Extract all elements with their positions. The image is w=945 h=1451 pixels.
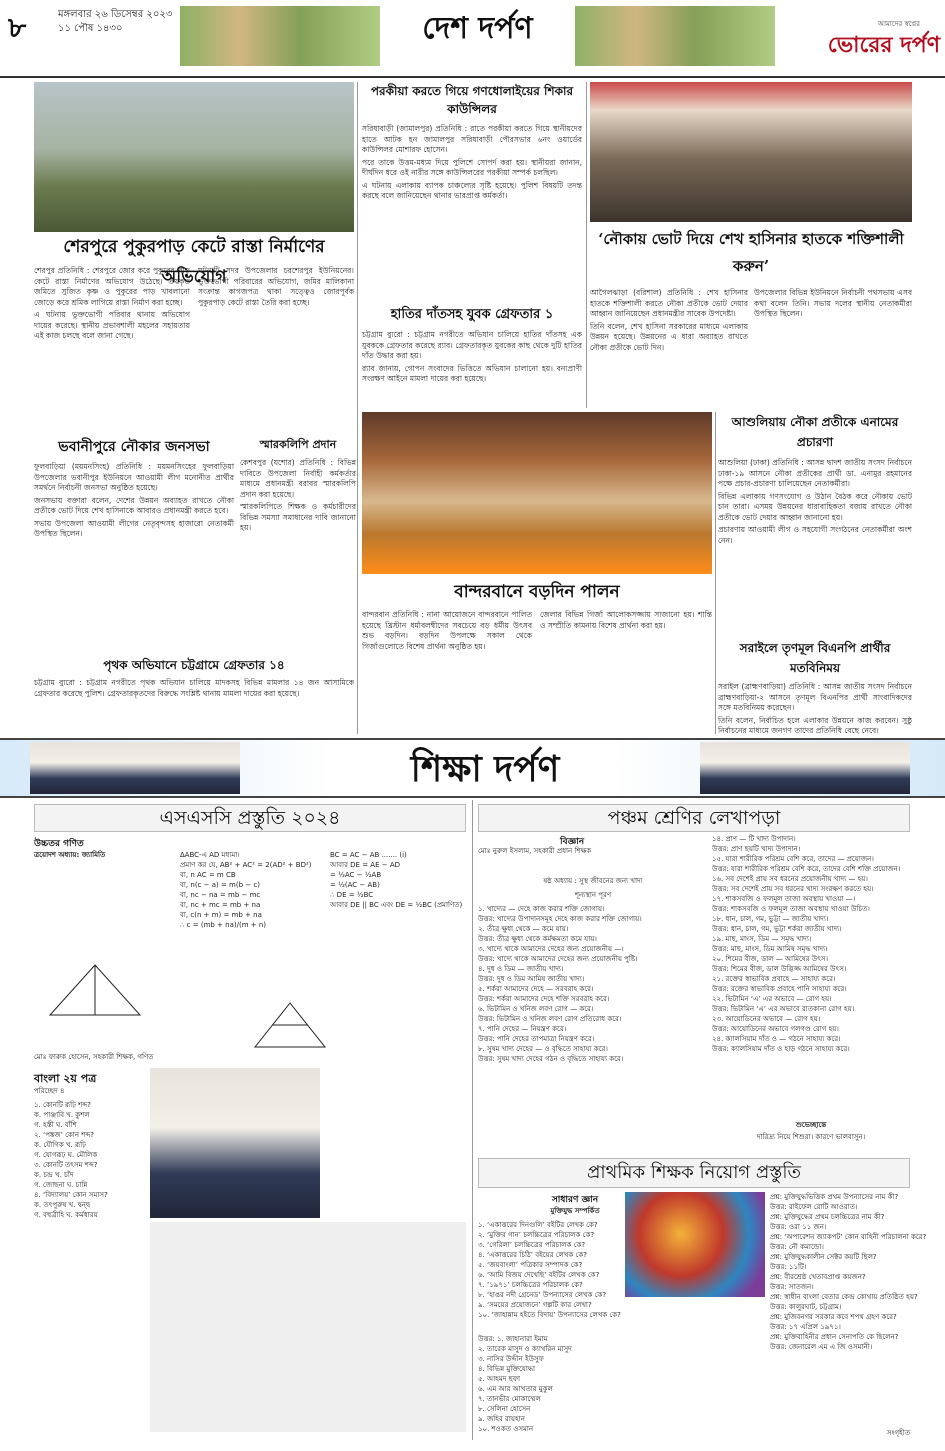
ashulia-paragraph: আশুলিয়া (ঢাকা) প্রতিনিধি : আসন্ন দ্বাদশ জাতীয় সংসদ নির্বাচনে ঢাকা-১৯ আসনে নৌকা প্রতীকের প্রার্থী ডা. এনামুর রহমানের পক্ষে প্রচার-প্রচারণা চালিয়েছেন নেতাকর্মীরা। [718,458,912,488]
class5-footer-head: শুভেচ্ছান্তে [795,1121,827,1129]
porokiya-body [362,124,582,299]
class5-question: উত্তর: তীব্র ক্ষুধা থেকে কর্মক্ষমতা কমে যায়। [478,935,597,943]
primary-question: ৬. ‘আমি বিজয় দেখেছি’ বইটির লেখক কে? [478,1271,600,1279]
class5-question: উত্তর: শাকসবজি ও ফলমূল তাজা অবস্থায় খাওয়া উচিত। [712,905,870,913]
class5-question: উত্তর: পানি দেহের তাপমাত্রা নিয়ন্ত্রণ করে। [478,1035,595,1043]
ssc-line: = ½(AC − AB) [330,881,380,889]
class5-question: উত্তর: ক্যালসিয়াম দাঁত ও হাড় গঠনে সাহায্য করে। [712,1045,850,1053]
ssc-triangle-diagram-2 [250,1000,330,1050]
bangla-question-grid [150,1222,466,1432]
education-banner-title: শিক্ষা দর্পণ [410,748,560,790]
class5-question: ৬. ভিটামিন ও খনিজ লবণ রোগ — করে। [478,1005,594,1013]
class5-question: ৮. সুষম খাদ্য দেহের — ও বৃদ্ধিতে সাহায্য করে। [478,1045,608,1053]
primary-right-question: প্রশ্ন: মুক্তিযুদ্ধকালীন সেক্টর কয়টি ছিল? [770,1253,877,1261]
primary-answer: ৫. আহমদ ছফা [478,1375,521,1383]
nouka-headline: ‘নৌকায় ভোট দিয়ে শেখ হাসিনার হাতকে শক্তিশালী করুন’ [598,230,904,275]
nouka-paragraph: আগৈলঝাড়া (বরিশাল) প্রতিনিধি : শেখ হাসিনার হাতকে শক্তিশালী করতে নৌকা প্রতীকে ভোট দেয়ার আহ্বান জানিয়েছেন প্রধানমন্ত্রীর সাবেক উপদেষ্টা। [590,288,748,318]
hatir-body [362,330,582,410]
sherpur-photo [34,82,354,232]
students-reading-photo [150,1068,320,1218]
bangla-question: ৪. ‘বিদ্যালয়’ কোন সমাস? [34,1191,108,1199]
porokiya-paragraph: সরিষাবাড়ী (জামালপুর) প্রতিনিধি : রাতে পরকীয়া করতে গিয়ে স্থানীয়দের হাতে আটক হন জামালপুর সরিষাবাড়ী পৌরসভার ৬নং ওয়ার্ডের কাউন্সিলর মোশারফ হোসেন। [362,124,582,154]
ssc-line: ∆ABC-এ AD মধ্যমা। [180,851,240,859]
primary-answer: ৮. সেলিনা হোসেন [478,1405,531,1413]
bangla-questions-right [325,1070,465,1220]
primary-subhead: সাধারণ জ্ঞান [551,1195,599,1205]
nouka-body-col1 [590,288,748,406]
ssc-line: = ½AC − ½AB [330,871,382,879]
bhobanipur-body [34,462,234,652]
class5-question: ১. খাদ্যের — দেহে কাজ করার শক্তি জোগায়। [478,905,605,913]
class5-question: ২৩. আয়োডিনের অভাবে — রোগ হয়। [712,1015,821,1023]
primary-question: ১. ‘একাত্তরের দিনগুলি’ বইটির লেখক কে? [478,1221,598,1229]
education-column-divider [472,800,473,1440]
brand-logo: ভোরের দর্পণ [827,32,940,58]
sherpur-paragraph: এ ঘটনায় ভুক্তভোগী পরিবার থানায় অভিযোগ দায়ের করেছে। স্থানীয় প্রভাবশালী মহলের সহায়তায় এই কাজ চলছে বলে জানা গেছে। [34,310,190,340]
bangla-question: ক. যৌগিক খ. রূঢ়ি [34,1141,86,1149]
porokiya-paragraph: পরে তাকে উত্তম-মধ্যম দিয়ে পুলিশে সোপর্দ করা হয়। স্থানীয়রা জানান, দীর্ঘদিন ধরে ওই নারীর সঙ্গে কাউন্সিলরের পরকীয়া সম্পর্ক চলছিল। [362,157,582,177]
class5-question: উত্তর: শিমের বীজ, ডাল উদ্ভিজ্জ আমিষের উৎস। [712,965,847,973]
ssc-subject: উচ্চতর গণিত [34,839,84,849]
class5-question: ৫. শর্করা আমাদের দেহে — সরবরাহ করে। [478,985,594,993]
class5-questions-left [478,904,708,1154]
bandarban-body-col2 [540,610,712,730]
date-gregorian: মঙ্গলবার ২৬ ডিসেম্বর ২০২৩ [58,9,173,20]
bandarban-paragraph: জেলার বিভিন্ন গির্জা আলোকসজ্জায় সাজানো হয়। শান্তি ও সম্প্রীতি কামনায় বিশেষ প্রার্থনা করা হয়। [540,610,712,630]
class5-question: উত্তর: আয়োডিনের অভাবে গলগণ্ড রোগ হয়। [712,1025,839,1033]
porokiya-headline: পরকীয়া করতে গিয়ে গণধোলাইয়ের শিকার কাউন্সিলর [370,84,574,116]
class5-question: উত্তর: খাদ্যের উপাদানসমূহ দেহে কাজ করার শক্তি জোগায়। [478,915,642,923]
smarok-headline: স্মারকলিপি প্রদান [259,438,337,451]
class5-section: শূন্যস্থান পূরণ [574,891,612,899]
smarok-body [240,458,356,582]
nouka-rally-photo [590,82,912,222]
bhobanipur-paragraph: জনসভায় বক্তারা বলেন, দেশের উন্নয়ন অব্যাহত রাখতে নৌকা প্রতীকে ভোট দিয়ে শেখ হাসিনাকে আবারও প্রধানমন্ত্রী করতে হবে। [34,495,234,515]
ssc-line: BC = AC − AB ....... (i) [330,851,407,859]
bangla-question: ৩. কোনটি তৎসম শব্দ? [34,1161,98,1169]
smarok-paragraph: কেশবপুর (যশোর) প্রতিনিধি : বিভিন্ন দাবিতে উপজেলা নির্বাহী কর্মকর্তার মাধ্যমে প্রধানমন্ত্রী বরাবর স্মারকলিপি প্রদান করা হয়েছে। [240,458,356,499]
primary-answers [478,1334,618,1434]
nouka-body-col2 [754,288,912,406]
smarok-paragraph: স্মারকলিপিতে শিক্ষক ও কর্মচারীদের বিভিন্ন সমস্যা সমাধানের দাবি জানানো হয়। [240,502,356,532]
hatir-paragraph: র‍্যাব জানায়, গোপন সংবাদের ভিত্তিতে অভিযান চালানো হয়। বন্যপ্রাণী সংরক্ষণ আইনে মামলা দায়ের করা হয়েছে। [362,363,582,383]
class5-question: ১৪. প্রাণ — টি খাদ্য উপাদান। [712,835,796,843]
primary-right-question: উত্তর: সাতজন। [770,1283,814,1291]
brand-tagline: আমাদের স্বপ্নের [877,20,920,28]
nouka-paragraph: উপজেলার বিভিন্ন ইউনিয়নে নির্বাচনী পথসভায় এসব কথা বলেন তিনি। সভায় দলের স্থানীয় নেতাকর্মীরা উপস্থিত ছিলেন। [754,288,912,318]
primary-right-question: উত্তর: কালুরঘাট, চট্টগ্রাম। [770,1303,842,1311]
ssc-solution-col2 [330,850,466,1050]
primary-question: ৩. ‘গেরিলা’ চলচ্চিত্রের পরিচালক কে? [478,1241,586,1249]
primary-right-question: উত্তর: ১৭ এপ্রিল ১৯৭১। [770,1323,841,1331]
primary-answer: ২. তারেক মাসুদ ও ক্যাথরিন মাসুদ [478,1345,572,1353]
primary-questions [478,1220,621,1330]
ssc-author: মোঃ ফারুক হোসেন, সহকারী শিক্ষক, গণিত [34,1053,154,1061]
bhobanipur-paragraph: ফুলবাড়িয়া (ময়মনসিংহ) প্রতিনিধি : ময়মনসিংহের ফুলবাড়িয়া উপজেলার ভবানীপুর ইউনিয়নে আওয়ামী লীগ মনোনীত প্রার্থীর সমর্থনে নির্বাচনী জনসভা অনুষ্ঠিত হয়েছে। [34,462,234,492]
class5-question: উত্তর: মাছ, মাংস, ডিম আমিষ সমৃদ্ধ খাদ্য। [712,945,828,953]
primary-answer: ৪. বিভিন্ন মুক্তিযোদ্ধা [478,1365,536,1373]
class5-question: উত্তর: ধান, চাল, গম, ভুট্টা শর্করা জাতীয় খাদ্য। [712,925,842,933]
primary-right-question: প্রশ্ন: মুক্তিযুদ্ধভিত্তিক প্রথম উপন্যাসের নাম কী? [770,1193,899,1201]
hatir-headline: হাতির দাঁতসহ যুবক গ্রেফতার ১ [390,307,554,322]
bhobanipur-headline: ভবানীপুরে নৌকার জনসভা [58,439,210,455]
primary-right-question: প্রশ্ন: স্বাধীন বাংলা বেতার কেন্দ্র কোথায় প্রতিষ্ঠিত হয়? [770,1293,918,1301]
class5-section-head: পঞ্চম শ্রেণির লেখাপড়া [478,804,910,832]
header-photo-strip-right [575,6,775,66]
bangla-question: গ. যোগরূঢ় ঘ. মৌলিক [34,1151,98,1159]
christmas-nativity-photo [362,412,712,574]
class5-question: ৪. দুধ ও ডিম — জাতীয় খাদ্য। [478,965,564,973]
banner-students-photo-right [700,742,910,794]
primary-answer: ৯. জহির রায়হান [478,1415,525,1423]
sarail-headline: সরাইলে তৃণমূল বিএনপি প্রার্থীর মতবিনিময় [739,641,891,675]
ssc-line: আবার DE || BC এবং DE = ½BC (প্রমাণিত) [330,901,463,909]
primary-topic: মুক্তিযুদ্ধ সম্পর্কিত [550,1207,600,1215]
class5-question: ২. তীব্র ক্ষুধা থেকে — কমে যায়। [478,925,569,933]
ashulia-body [718,458,912,634]
bangla-question: গ. জোছনা ঘ. চান্নি [34,1181,88,1189]
primary-question: ৭. ‘১৯৭১’ চলচ্চিত্রের পরিচালক কে? [478,1281,583,1289]
sarail-paragraph: সরাইল (ব্রাহ্মণবাড়িয়া) প্রতিনিধি : আসন্ন জাতীয় সংসদ নির্বাচনে ব্রাহ্মণবাড়িয়া-২ আসনে তৃণমূল বিএনপির প্রার্থী সাংবাদিকদের সঙ্গে মতবিনিময় করেছেন। [718,682,912,712]
primary-right-questions [770,1192,927,1422]
class5-questions-right [712,834,910,1114]
class5-question: উত্তর: সব দেশেই প্রায় সব ধরনের খাদ্য সংরক্ষণ করতে হয়। [712,885,874,893]
primary-question: ৫. ‘জয়বাংলা’ পত্রিকার সম্পাদক কে? [478,1261,583,1269]
primary-question: ৯. ‘সময়ের প্রয়োজনে’ গল্পটি কার লেখা? [478,1301,592,1309]
ssc-chapter: ত্রয়োদশ অধ্যায়: জ্যামিতি [34,851,106,859]
class5-question: ১৭. শাকসবজি ও ফলমূল তাজা অবস্থায় খাওয়া —। [712,895,856,903]
sherpur-body-col2 [198,266,354,431]
ssc-line: ∴ c = (mb + na)/(m + n) [180,921,266,929]
bhobanipur-paragraph: সভায় উপজেলা আওয়ামী লীগের নেতৃবৃন্দসহ হাজারো নেতাকর্মী উপস্থিত ছিলেন। [34,518,234,538]
hatir-paragraph: চট্টগ্রাম ব্যুরো : চট্টগ্রাম নগরীতে অভিযান চালিয়ে হাতির দাঁতসহ এক যুবককে গ্রেফতার করেছে র‍্যাব। গ্রেফতারকৃত যুবকের কাছ থেকে দুটি হাতির দাঁত উদ্ধার করা হয়। [362,330,582,360]
bangla-question: ২. ‘পঙ্কজ’ কোন শব্দ? [34,1131,95,1139]
sarail-paragraph: তিনি বলেন, নির্বাচিত হলে এলাকার উন্নয়নে কাজ করবেন। সুষ্ঠু নির্বাচনের মাধ্যমে জনগণ তাদের প্রতিনিধি বেছে নেবে। [718,715,912,735]
class5-footer: দারিদ্র্য নিয়ে শিশুরা। কারণে ভালবাসুন। [756,1133,866,1141]
primary-answer: ৬. এম আর আখতার মুকুল [478,1385,553,1393]
primary-right-question: উত্তর: ওরা ১১ জন। [770,1223,827,1231]
class5-question: ২৪. ক্যালসিয়াম দাঁত ও — গঠনে সাহায্য করে। [712,1035,841,1043]
primary-sign: সংগৃহীত [886,1429,910,1437]
date-bengali: ১১ পৌষ ১৪৩০ [58,23,123,34]
sherpur-body-col1 [34,266,190,431]
class5-question: উত্তর: যারা শারীরিক পরিশ্রম বেশি করে, তাদের বেশি শক্তি প্রয়োজন। [712,865,901,873]
primary-right-question: উত্তর: রাইফেল রোটি আওরাত। [770,1203,858,1211]
page-number: ৮ [8,11,27,44]
primary-question: ১০. ‘জাহান্নাম হইতে বিদায়’ উপন্যাসের লেখক কে? [478,1311,621,1319]
ashulia-paragraph: প্রচারণায় আওয়ামী লীগ ও সহযোগী সংগঠনের নেতাকর্মীরা অংশ নেন। [718,525,912,545]
bangla-question: ক. তৎপুরুষ খ. দ্বন্দ্ব [34,1201,91,1209]
prothok-paragraph: চট্টগ্রাম ব্যুরো : চট্টগ্রাম নগরীতে পৃথক অভিযান চালিয়ে মাদকসহ বিভিন্ন মামলার ১৪ জন আসামিকে গ্রেফতার করেছে পুলিশ। গ্রেফতারকৃতদের বিরুদ্ধে সংশ্লিষ্ট থানায় মামলা দায়ের করা হয়েছে। [34,678,354,698]
primary-right-question: উত্তর: জেনারেল এম এ জি ওসমানী। [770,1343,873,1351]
class5-question: ১৬. সব দেশেই প্রায় সব ধরনের প্রয়োজনীয় খাদ্য — হয়। [712,875,868,883]
primary-section-head: প্রাথমিক শিক্ষক নিয়োগ প্রস্তুতি [478,1158,910,1188]
primary-right-question: প্রশ্ন: মুক্তিবাহিনীর প্রধান সেনাপতি কে ছিলেন? [770,1333,899,1341]
primary-right-question: উত্তর: ১১টি। [770,1263,807,1271]
column-divider [586,82,587,408]
class5-question: উত্তর: প্রাণ ছয়টি খাদ্য উপাদান। [712,845,801,853]
class5-question: উত্তর: শর্করা আমাদের দেহে শক্তি সরবরাহ করে। [478,995,610,1003]
bandarban-headline: বান্দরবানে বড়দিন পালন [454,582,620,602]
class5-question: উত্তর: রক্তের স্বাভাবিক প্রবাহে পানি সাহায্য করে। [712,985,847,993]
sherpur-headline: শেরপুরে পুকুরপাড় কেটে রাস্তা নির্মাণের অভিযোগ [63,237,325,287]
primary-middle-text [625,1300,765,1434]
class5-question: ১৮. ধান, চাল, গম, ভুট্টা — জাতীয় খাদ্য। [712,915,829,923]
section-title: দেশ দর্পণ [422,11,533,46]
ssc-line: প্রমাণ কর যে, AB² + AC² = 2(AD² + BD²) [180,861,312,869]
prothok-headline: পৃথক অভিযানে চট্টগ্রামে গ্রেফতার ১৪ [103,658,285,672]
banner-students-photo-left [30,742,240,794]
class5-question: ২০. শিমের বীজ, ডাল — আমিষের উৎস। [712,955,829,963]
porokiya-paragraph: এ ঘটনায় এলাকায় ব্যাপক চাঞ্চল্যের সৃষ্টি হয়েছে। পুলিশ বিষয়টি তদন্ত করছে বলে জানিয়েছেন থানার ভারপ্রাপ্ত কর্মকর্তা। [362,180,582,200]
class5-question: ১৫. যারা শারীরিক পরিশ্রম বেশি করে, তাদের — প্রয়োজন। [712,855,874,863]
primary-right-question: উত্তর: নৌ কমান্ডো। [770,1243,824,1251]
sherpur-paragraph: শেরপুর প্রতিনিধি : শেরপুরে জোর করে পুকুরের পাড় কেটে রাস্তা নির্মাণের অভিযোগ উঠেছে। ক্রয়কৃত জমিতে সুজিত কৃষ্ণ ও পুকুরের পাড় খাবলানো জোড়ে করে শ্রমিক লাগিয়ে রাস্তা নির্মাণ করা হচ্ছে। [34,266,190,307]
bangla-questions [34,1100,144,1430]
class5-question: উত্তর: ভিটামিন ‘এ’ এর অভাবে রাতকানা রোগ হয়। [712,1005,855,1013]
class5-question: ২২. ভিটামিন ‘এ’ এর অভাবে — রোগ হয়। [712,995,832,1003]
bangla-question: গ. হস্তী ঘ. বাঁশি [34,1121,77,1129]
date-block [58,8,172,36]
sherpur-paragraph: ঘটনাটি সদর উপজেলার চরশেরপুর ইউনিয়নের। ভুক্তভোগী পরিবারের অভিযোগ, জমির মালিকানা সংক্রান্ত কাগজপত্র থাকা সত্ত্বেও জোরপূর্বক পুকুরপাড় কেটে রাস্তা তৈরি করা হচ্ছে। [198,266,354,307]
ssc-triangle-diagram [40,960,150,1020]
bangla-question: গ. বহুব্রীহি ঘ. কর্মধারয় [34,1211,98,1219]
ssc-line: বা, n AC = m CB [180,871,236,879]
ssc-line: আবার DE = AE − AD [330,861,401,869]
class5-question: উত্তর: দুধ ও ডিম আমিষ জাতীয় খাদ্য। [478,975,585,983]
class5-question: উত্তর: খাদ্যে থাকে আমাদের দেহের জন্য প্রয়োজনীয় পুষ্টি। [478,955,638,963]
primary-question: ২. ‘মুক্তির গান’ চলচ্চিত্রের পরিচালক কে? [478,1231,595,1239]
primary-right-question: প্রশ্ন: ‘অপারেশন জ্যাকপট’ কোন বাহিনী পরিচালনা করে? [770,1233,927,1241]
bangla-question: ১. কোনটি রূঢ়ি শব্দ? [34,1101,91,1109]
class5-chapter: ষষ্ঠ অধ্যায় : সুস্থ জীবনের জন্য খাদ্য [543,877,643,885]
ssc-line: বা, nc + mc = mb + na [180,901,261,909]
class5-teacher: মোঃ নুরুল ইসলাম, সহকারী প্রধান শিক্ষক [478,847,592,855]
ssc-line: বা, c(n + m) = mb + na [180,911,262,919]
ssc-line: বা, nc − na = mb − mc [180,891,261,899]
ssc-section-head: এসএসসি প্রস্তুতি ২০২৪ [34,804,466,832]
class5-subject: বিজ্ঞান [560,837,585,847]
bangla-section-head: বাংলা ২য় পত্র [34,1072,97,1085]
brain-illustration [625,1192,765,1297]
class5-question: ১৯. মাছ, মাংস, ডিম — সমৃদ্ধ খাদ্য। [712,935,812,943]
ashulia-paragraph: বিভিন্ন এলাকায় গণসংযোগ ও উঠান বৈঠক করে নৌকায় ভোট চান তারা। এসময় উন্নয়নের ধারাবাহিকতা বজায় রাখতে নৌকা প্রতীকে ভোট দেয়ার আহ্বান জানানো হয়। [718,491,912,522]
bandarban-paragraph: বান্দরবান প্রতিনিধি : নানা আয়োজনে বান্দরবানে পালিত হয়েছে খ্রিস্টান ধর্মাবলম্বীদের সবচেয়ে বড় ধর্মীয় উৎসব শুভ বড়দিন। বড়দিন উপলক্ষে সকাল থেকে গির্জাগুলোতে বিশেষ প্রার্থনা অনুষ্ঠিত হয়। [362,610,532,651]
primary-question: ৮. ‘হাঙর নদী গ্রেনেড’ উপন্যাসের লেখক কে? [478,1291,607,1299]
ssc-line: বা, n(c − a) = m(b − c) [180,881,260,889]
primary-right-question: প্রশ্ন: মুজিবনগর সরকার কবে শপথ গ্রহণ করে? [770,1313,897,1321]
primary-answer: ১০. শওকত ওসমান [478,1425,534,1433]
primary-question: ৪. ‘একাত্তরের চিঠি’ বইয়ের লেখক কে? [478,1251,587,1259]
bangla-question: ক. পাঞ্জাবি খ. কুশল [34,1111,90,1119]
bangla-question: ক. চন্দ্র খ. চাঁদ [34,1171,74,1179]
primary-answer: ৩. নাসির উদ্দীন ইউসুফ [478,1355,544,1363]
ashulia-headline: আশুলিয়ায় নৌকা প্রতীকে এনামের প্রচারণা [731,415,899,449]
class5-question: উত্তর: ভিটামিন ও খনিজ লবণ রোগ প্রতিরোধ করে। [478,1015,622,1023]
class5-question: ২১. রক্তের স্বাভাবিক প্রবাহে — সাহায্য করে। [712,975,836,983]
column-divider [715,412,716,734]
sarail-body [718,682,912,734]
primary-answer: উত্তর: ১. জাহানারা ইমাম [478,1335,548,1343]
prothok-body [34,678,354,734]
primary-right-question: প্রশ্ন: বীরশ্রেষ্ঠ খেতাবপ্রাপ্ত কয়জন? [770,1273,866,1281]
bangla-chapter: পরিচ্ছেদ ৪ [34,1087,65,1095]
primary-right-question: প্রশ্ন: মুক্তিযুদ্ধের প্রথম চলচ্চিত্রের নাম কী? [770,1213,885,1221]
class5-question: ৭. পানি দেহের — নিয়ন্ত্রণ করে। [478,1025,567,1033]
header-photo-strip-left [180,6,380,66]
class5-question: ৩. খাদ্যে থাকে আমাদের দেহের জন্য প্রয়োজনীয় —। [478,945,624,953]
nouka-paragraph: তিনি বলেন, শেখ হাসিনা সরকারের মাধ্যমে এলাকায় উন্নয়ন হয়েছে। উন্নয়নের এ ধারা অব্যাহত রাখতে নৌকা প্রতীকে ভোট দিন। [590,321,748,352]
ssc-line: ∴ DE = ½BC [330,891,374,899]
class5-question: উত্তর: সুষম খাদ্য দেহের গঠন ও বৃদ্ধিতে সাহায্য করে। [478,1055,624,1063]
column-divider [357,82,358,734]
primary-answer: ৭. তানভীর মোকাম্মেল [478,1395,541,1403]
bandarban-body-col1 [362,610,532,730]
